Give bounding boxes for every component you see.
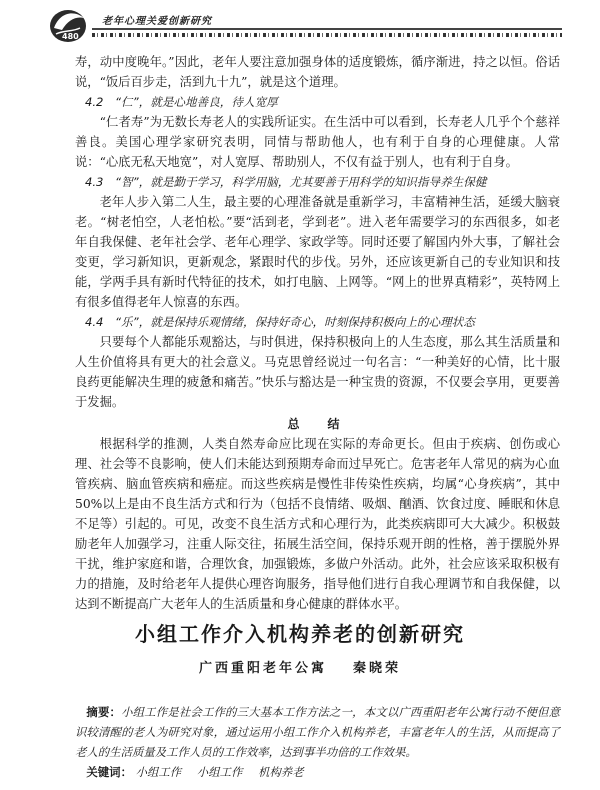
header-rule-decorative [92,33,562,37]
paragraph-ren: “仁者寿”为无数长寿老人的实践所证实。在生活中可以看到，长寿老人几乎个个慈祥善良。美国心理学家研究表明，同情与帮助他人，也有利于自身的心理健康。人常说：“心底无私天地宽”，对人宽厚、帮助别人，不仅有益于别人，也有利于自身。 [75,115,560,169]
keyword: 小组工作 [196,765,243,779]
keyword: 小组工作 [135,765,182,779]
author-affiliation: 广西重阳老年公寓 [198,661,327,676]
keywords-label: 关键词： [86,765,132,779]
subheading-4-2: 4.2 “仁”，就是心地善良，待人宽厚 [85,95,278,109]
author-name: 秦晓荣 [353,661,402,676]
author-line [0,657,600,676]
summary-heading: 总 结 [287,417,348,431]
paragraph-summary: 根据科学的推测，人类自然寿命应比现在实际的寿命更长。但由于疾病、创伤或心理、社会等不良影响，使人们未能达到预期寿命而过早死亡。危害老年人常见的病为心血管疾病、脑血管疾病和癌症。而这些疾病是慢性非传染性疾病，均属“心身疾病”，其中50%以上是由不良生活方式和行为（包括不良情绪、吸烟、酗酒、饮食过度、睡眠和休息不足等）引起的。可见，改变不良生活方式和心理行为，此类疾病即可大大减少。积极鼓励老年人加强学习，注重人际交往，拓展生活空间，保持乐观开朗的性格，善于摆脱外界干扰，维护家庭和谐，合理饮食，加强锻炼，多做户外活动。此外，社会应该采取积极有力的措施，及时给老年人提供心理咨询服务，指导他们进行自我心理调节和自我保健，以达到不断提高广大老年人的生活质量和身心健康的群体水平。 [75,437,560,611]
svg-text:480: 480 [62,32,79,41]
journal-logo-icon [48,6,88,44]
body-text [75,52,560,614]
subheading-4-4: 4.4 “乐”，就是保持乐观情绪，保持好奇心，时刻保持积极向上的心理状态 [85,315,475,329]
keyword: 机构养老 [258,765,304,779]
running-header [0,0,600,52]
keywords [75,762,560,782]
article-title: 小组工作介入机构养老的创新研究 [135,622,465,646]
abstract [75,702,560,762]
header-rule [92,28,562,30]
paragraph-le: 只要每个人都能乐观豁达，与时俱进，保持积极向上的人生态度，那么其生活质量和人生价值将具有更大的社会意义。马克思曾经说过一句名言：“一种美好的心情，比十服良药更能解决生理的疲惫和痛苦。”快乐与豁达是一种宝贵的资源，不仅要会享用，更要善于发掘。 [75,335,560,409]
paragraph-continued: 寿，动中度晚年。”因此，老年人要注意加强身体的适度锻炼，循序渐进，持之以恒。俗话说，“饭后百步走，活到九十九”，就是这个道理。 [75,55,560,89]
abstract-label: 摘要： [86,705,122,719]
abstract-text: 小组工作是社会工作的三大基本工作方法之一，本文以广西重阳老年公寓行动不便但意识较清醒的老人为研究对象，通过运用小组工作介入机构养老，丰富老年人的生活，从而提高了老人的生活质量及工作人员的工作效率，达到事半功倍的工作效果。 [75,705,560,759]
subheading-4-3: 4.3 “智”，就是勤于学习，科学用脑，尤其要善于用科学的知识指导养生保健 [85,175,487,189]
paragraph-zhi: 老年人步入第二人生，最主要的心理准备就是重新学习，丰富精神生活，延缓大脑衰老。“树老怕空，人老怕松。”要“活到老，学到老”。进入老年需要学习的东西很多，如老年自我保健、老年社会学、老年心理学、家政学等。同时还要了解国内外大事，了解社会变更，学习新知识，更新观念，紧跟时代的步伐。另外，还应该更新自己的专业知识和技能，学两手具有新时代特征的技术，如打电脑、上网等。“网上的世界真精彩”，英特网上有很多值得老年人惊喜的东西。 [75,195,560,309]
header-title: 老年心理关爱创新研究 [102,16,212,27]
